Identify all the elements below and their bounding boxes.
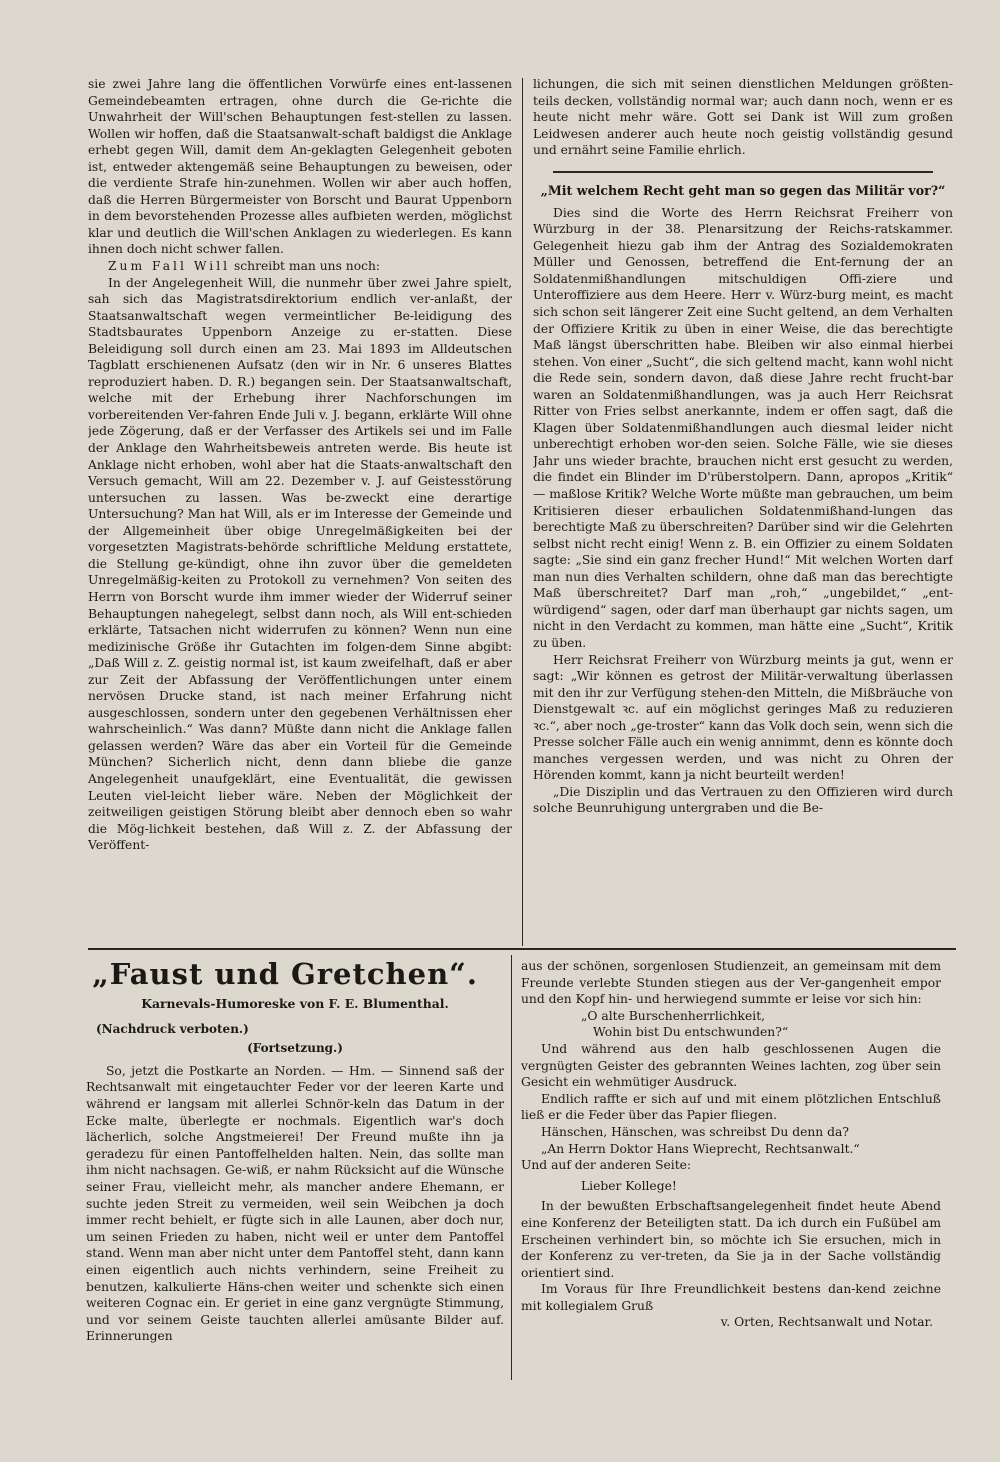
continuation-note: (Fortsetzung.)	[247, 1041, 343, 1056]
paragraph: In der Angelegenheit Will, die nunmehr über zwei Jahre spielt, sah sich das Magistratsdirektorium endlich ver-anlaßt, der Staatsanwaltschaft wegen vermeintlicher Be-leidigung des Stadtsbaurates Uppenborn Anzeige zu er-statten. Diese Beleidigung soll durch einen am 23. Mai 1893 im Alldeutschen Tagblatt erschienenen Aufsatz (den wir in Nr. 6 unseres Blattes reproduziert haben. D. R.) begangen sein. Der Staatsanwaltschaft, welche mit der Erhebung ihrer Nachforschungen im vorbereitenden Ver-fahren Ende Juli v. J. begann, erklärte Will ohne jede Zögerung, daß er der Verfasser des Artikels sei und im Falle der Anklage den Wahrheitsbeweis antreten werde. Bis heute ist Anklage nicht erhoben, wohl aber hat die Staats-anwaltschaft den Versuch gemacht, Will am 22. Dezember v. J. auf Geistesstörung untersuchen zu lassen. Was be-zweckt eine derartige Untersuchung? Man hat Will, als er im Interesse der Gemeinde und der Allgemeinheit über obige Unregelmäßigkeiten bei der vorgesetzten Magistrats-behörde schriftliche Meldung erstattete, die Stellung ge-kündigt, ohne ihn zuvor über die gemeldeten Unregelmäßig-keiten zu Protokoll zu vernehmen? Von seiten des Herrn von Borscht wurde ihm immer wieder der Widerruf seiner Behauptungen nahegelegt, selbst dann noch, als Will ent-schieden erklärte, Tatsachen nicht widerrufen zu können? Wenn nun eine medizinische Größe ihr Gutachten im folgen-dem Sinne abgibt: „Daß Will z. Z. geistig normal ist, ist kaum zweifelhaft, daß er aber zur Zeit der Abfassung der Veröffentlichungen unter einem nervösen Drucke stand, ist nach meiner Erfahrung nicht ausgeschlossen, sondern unter den gegebenen Verhältnissen eher wahrscheinlich.“ Was dann? Müßte dann nicht die Anklage fallen gelassen werden? Wäre das aber ein Vorteil für die Gemeinde München? Sicherlich nicht, denn dann bliebe die ganze Angelegenheit unaufgeklärt, eine Eventualität, die gewissen Leuten viel-leicht lieber wäre. Neben der Möglichkeit der zeitweiligen geistigen Störung bleibt aber dennoch eben so wahr die Mög-lichkeit bestehen, daß Will z. Z. der Abfassung der Veröffent-	[88, 275, 512, 853]
story-byline: Karnevals-Humoreske von F. E. Blumenthal.	[141, 996, 449, 1011]
section-divider	[553, 171, 933, 173]
signature: v. Orten, Rechtsanwalt und Notar.	[720, 1315, 933, 1330]
paragraph: Dies sind die Worte des Herrn Reichsrat Freiherr von Würzburg in der 38. Plenarsitzung der Reichs-ratskammer. Gelegenheit hiezu gab ihm der Antrag des Sozialdemokraten Müller und Genossen, betreffend die Ent-fernung der an Soldatenmißhandlungen mitschuldigen Offi-ziere und Unteroffiziere aus dem Heere. Herr v. Würz-burg meint, es macht sich schon seit längerer Zeit eine Sucht geltend, an dem Verhalten der Offiziere Kritik zu üben in einer Weise, die das berechtigte Maß längst überschritten habe. Bleiben wir also einmal hierbei stehen. Von einer „Sucht“, die sich geltend macht, kann wohl nicht die Rede sein, sondern davon, daß diese Jahre recht frucht-bar waren an Soldatenmißhandlungen, was ja auch Herr Reichsrat Ritter von Fries selbst anerkannte, indem er offen sagt, daß die Klagen über Soldatenmißhandlungen auch diesmal leider nicht unberechtigt erhoben wor-den seien. Solche Fälle, wie sie dieses Jahr uns wieder brachte, brauchen nicht erst gesucht zu werden, die findet ein Blinder im D'rüberstolpern. Dann, apropos „Kritik“ — maßlose Kritik? Welche Worte müßte man gebrauchen, um beim Kritisieren dieser erbaulichen Soldatenmißhand-lungen das berechtigte Maß zu überschreiten? Darüber sind wir die Gelehrten selbst nicht recht einig! Wenn z. B. ein Offizier zu einem Soldaten sagte: „Sie sind ein ganz frecher Hund!“ Mit welchen Worten darf man nun dies Verhalten schildern, ohne daß man das berechtigte Maß überschreitet? Darf man „roh,“ „ungebildet,“ „ent-würdigend“ sagen, oder darf man überhaupt gar nichts sagen, um nicht in den Verdacht zu kommen, man hätte eine „Sucht“, Kritik zu üben.	[533, 205, 953, 650]
column-bottom-left	[86, 956, 504, 1384]
paragraph: „An Herrn Doktor Hans Wieprecht, Rechtsanwalt.“	[541, 1141, 860, 1156]
column-top-right	[533, 76, 953, 948]
zum-fall-lead: Zum Fall Will	[108, 259, 231, 274]
paragraph: aus der schönen, sorgenlosen Studienzeit, an gemeinsam mit dem Freunde verlebte Stunden stiegen aus der Ver-gangenheit empor und den Kopf hin- und herwiegend summte er leise vor sich hin:	[521, 959, 941, 1007]
column-divider-top	[522, 78, 523, 946]
paragraph: Hänschen, Hänschen, was schreibst Du denn da?	[541, 1124, 849, 1139]
paragraph-zum-fall	[88, 258, 512, 275]
column-bottom-right	[521, 958, 941, 1384]
paragraph: Und während aus den halb geschlossenen Augen die vergnügten Geister des gebrannten Weines lachten, zog über sein Gesicht ein wehmütiger Ausdruck.	[521, 1041, 941, 1090]
paragraph: lichungen, die sich mit seinen dienstlichen Meldungen größten-teils decken, vollständig normal war; auch dann noch, wenn er es heute nicht mehr wäre. Gott sei Dank ist Will zum großen Leidwesen anderer auch heute noch geistig vollständig gesund und ernährt seine Familie ehrlich.	[533, 77, 953, 158]
zum-fall-rest: schreibt man uns noch:	[233, 259, 381, 274]
verse-line: „O alte Burschenherrlichkeit,	[581, 1008, 766, 1023]
column-top-left	[88, 76, 512, 948]
verse-line: Wohin bist Du entschwunden?“	[593, 1025, 789, 1040]
column-divider-bottom	[511, 955, 512, 1380]
salutation: Lieber Kollege!	[581, 1178, 677, 1193]
paragraph: „Die Disziplin und das Vertrauen zu den Offizieren wird durch solche Beunruhigung untergraben und die Be-	[533, 784, 953, 816]
paragraph: So, jetzt die Postkarte an Norden. — Hm. — Sinnend saß der Rechtsanwalt mit eingetauchter Feder vor der leeren Karte und während er langsam mit allerlei Schnör-keln das Datum in der Ecke malte, überlegte er nochmals. Eigentlich war's doch lächerlich, solche Angstmeierei! Der Freund mußte ihn ja geradezu für einen Pantoffelhelden halten. Nein, das sollte man ihm nicht nachsagen. Ge-wiß, er nahm Rücksicht auf die Wünsche seiner Frau, vielleicht mehr, als mancher andere Ehemann, er suchte jeden Streit zu vermeiden, weil sein Weibchen ja doch immer recht behielt, er fügte sich in alle Launen, aber doch nur, um seinen Frieden zu haben, nicht weil er unter dem Pantoffel stand. Wenn man aber nicht unter dem Pantoffel steht, dann kann einen eigentlich auch nichts verhindern, seine Freiheit zu benutzen, kalkulierte Häns-chen weiter und schenkte sich einen weiteren Cognac ein. Er geriet in eine ganz vergnügte Stimmung, und vor seinem Geiste tauchten allerlei amüsante Bilder auf. Erinnerungen	[86, 1063, 504, 1344]
paragraph: Endlich raffte er sich auf und mit einem plötzlichen Entschluß ließ er die Feder über das Papier fliegen.	[521, 1091, 941, 1123]
paragraph: Herr Reichsrat Freiherr von Würzburg meints ja gut, wenn er sagt: „Wir können es getrost der Militär-verwaltung überlassen mit den ihr zur Verfügung stehen-den Mitteln, die Mißbräuche von Dienstgewalt ꝛc. auf ein möglichst geringes Maß zu reduzieren ꝛc.“, aber noch „ge-troster“ kann das Volk doch sein, wenn sich die Presse solcher Fälle auch ein wenig annimmt, denn es könnte doch manches vergessen werden, und was nicht zu Ohren der Hörenden kommt, kann ja nicht beurteilt werden!	[533, 652, 953, 783]
horizontal-divider	[88, 948, 956, 950]
reprint-note: (Nachdruck verboten.)	[96, 1021, 249, 1036]
paragraph: sie zwei Jahre lang die öffentlichen Vorwürfe eines ent-lassenen Gemeindebeamten ertragen, ohne durch die Ge-richte die Unwahrheit der Will'schen Behauptungen fest-stellen zu lassen. Wollen wir hoffen, daß die Staatsanwalt-schaft baldigst die Anklage erhebt gegen Will, damit dem An-geklagten Gelegenheit geboten ist, entweder aktengemäß seine Behauptungen zu beweisen, oder die verdiente Strafe hin-zunehmen. Wollen wir aber auch hoffen, daß die Herren Bürgermeister von Borscht und Baurat Uppenborn in dem bevorstehenden Prozesse alles aufbieten werden, möglichst klar und deutlich die Will'schen Anklagen zu wiederlegen. Es kann ihnen doch nicht schwer fallen.	[88, 77, 512, 257]
story-title: „Faust und Gretchen“.	[92, 957, 478, 991]
paragraph: Und auf der anderen Seite:	[521, 1158, 692, 1173]
article-title-militaer: „Mit welchem Recht geht man so gegen das Militär vor?“	[540, 182, 946, 198]
paragraph: In der bewußten Erbschaftsangelegenheit findet heute Abend eine Konferenz der Beteiligten statt. Da ich durch ein Fußübel am Erscheinen verhindert bin, so möchte ich Sie ersuchen, mich in der Konferenz zu ver-treten, da Sie ja in der Sache vollständig orientiert sind.	[521, 1199, 941, 1280]
paragraph: Im Voraus für Ihre Freundlichkeit bestens dan-kend zeichne mit kollegialem Gruß	[521, 1282, 941, 1313]
